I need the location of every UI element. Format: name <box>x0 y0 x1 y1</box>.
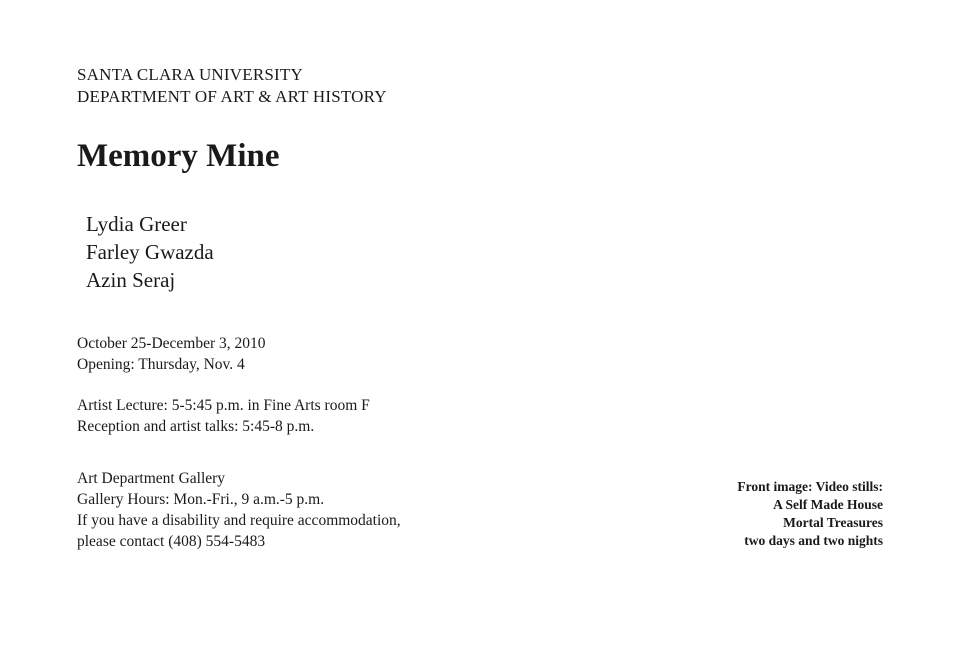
credits-heading: Front image: Video stills: <box>737 479 883 494</box>
artist-list <box>86 210 214 294</box>
opening-date: Opening: Thursday, Nov. 4 <box>77 356 245 373</box>
exhibition-dates <box>77 333 266 375</box>
credit-work: Mortal Treasures <box>783 515 883 530</box>
credit-work: A Self Made House <box>773 497 883 512</box>
gallery-hours: Gallery Hours: Mon.-Fri., 9 a.m.-5 p.m. <box>77 491 325 508</box>
university-name: SANTA CLARA UNIVERSITY <box>77 65 303 84</box>
accessibility-note: If you have a disability and require accommodation, <box>77 512 401 529</box>
credit-work: two days and two nights <box>744 533 883 548</box>
artist-name: Lydia Greer <box>86 212 187 236</box>
department-name: DEPARTMENT OF ART & ART HISTORY <box>77 87 387 106</box>
contact-phone: please contact (408) 554-5483 <box>77 533 266 550</box>
gallery-info <box>77 468 401 552</box>
institution-header <box>77 64 387 108</box>
lecture-info: Artist Lecture: 5-5:45 p.m. in Fine Arts room F <box>77 397 370 414</box>
date-range: October 25-December 3, 2010 <box>77 335 266 352</box>
gallery-name: Art Department Gallery <box>77 470 226 487</box>
artist-name: Farley Gwazda <box>86 240 214 264</box>
event-schedule <box>77 395 370 437</box>
artist-name: Azin Seraj <box>86 268 176 292</box>
exhibition-title: Memory Mine <box>77 138 280 174</box>
image-credits <box>737 478 883 550</box>
reception-info: Reception and artist talks: 5:45-8 p.m. <box>77 418 315 435</box>
